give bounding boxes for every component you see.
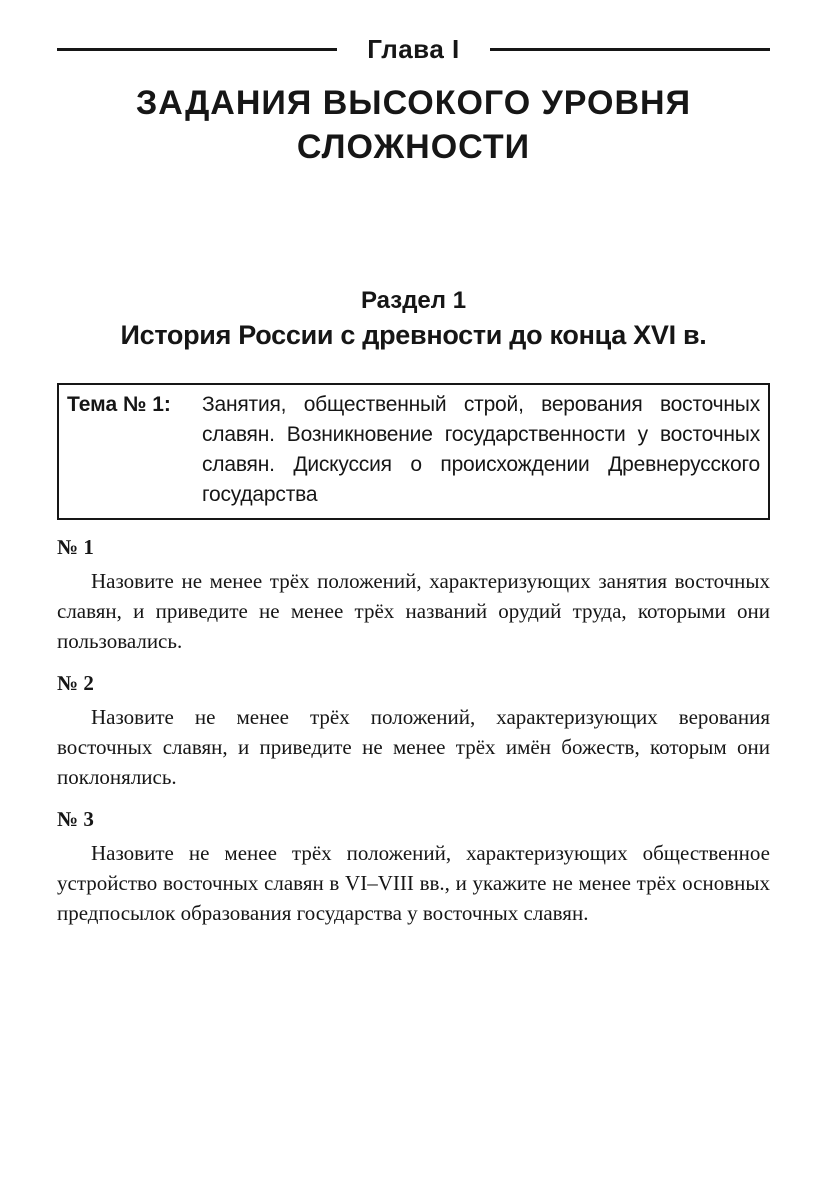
task-3-number: № 3 bbox=[57, 807, 94, 831]
chapter-label: Глава I bbox=[367, 34, 460, 64]
task-1-text: Назовите не менее трёх положений, характеризующих занятия восточных славян, и приведите не менее трёх названий орудий труда, которыми они пользовались. bbox=[57, 569, 770, 653]
task-1 bbox=[57, 535, 770, 656]
section-title: История России с древности до конца XVI в. bbox=[120, 320, 707, 350]
theme-box bbox=[57, 383, 770, 520]
task-list bbox=[57, 535, 770, 928]
theme-label: Тема № 1: bbox=[67, 393, 171, 416]
section-head bbox=[57, 287, 770, 351]
task-2 bbox=[57, 671, 770, 792]
task-3-text: Назовите не менее трёх положений, характеризующих общественное устройство восточных славян в VI–VIII вв., и укажите не менее трёх основных предпосылок образования государства у восточных славян. bbox=[57, 841, 770, 925]
task-2-number: № 2 bbox=[57, 671, 94, 695]
chapter-header bbox=[57, 34, 770, 65]
task-1-number: № 1 bbox=[57, 535, 94, 559]
chapter-rule-left bbox=[57, 48, 337, 51]
chapter-title bbox=[57, 81, 770, 169]
chapter-title-line-2: СЛОЖНОСТИ bbox=[296, 128, 531, 166]
chapter-rule-right bbox=[490, 48, 770, 51]
task-2-text: Назовите не менее трёх положений, характеризующих верования восточных славян, и приведите не менее трёх имён божеств, которым они поклонялись. bbox=[57, 705, 770, 789]
chapter-title-line-1: ЗАДАНИЯ ВЫСОКОГО УРОВНЯ bbox=[135, 84, 692, 122]
task-3 bbox=[57, 807, 770, 928]
theme-text: Занятия, общественный строй, верования восточных славян. Возникновение государственности у восточных славян. Дискуссия о происхождении Древнерусского государства bbox=[202, 393, 760, 506]
section-label: Раздел 1 bbox=[360, 287, 467, 314]
